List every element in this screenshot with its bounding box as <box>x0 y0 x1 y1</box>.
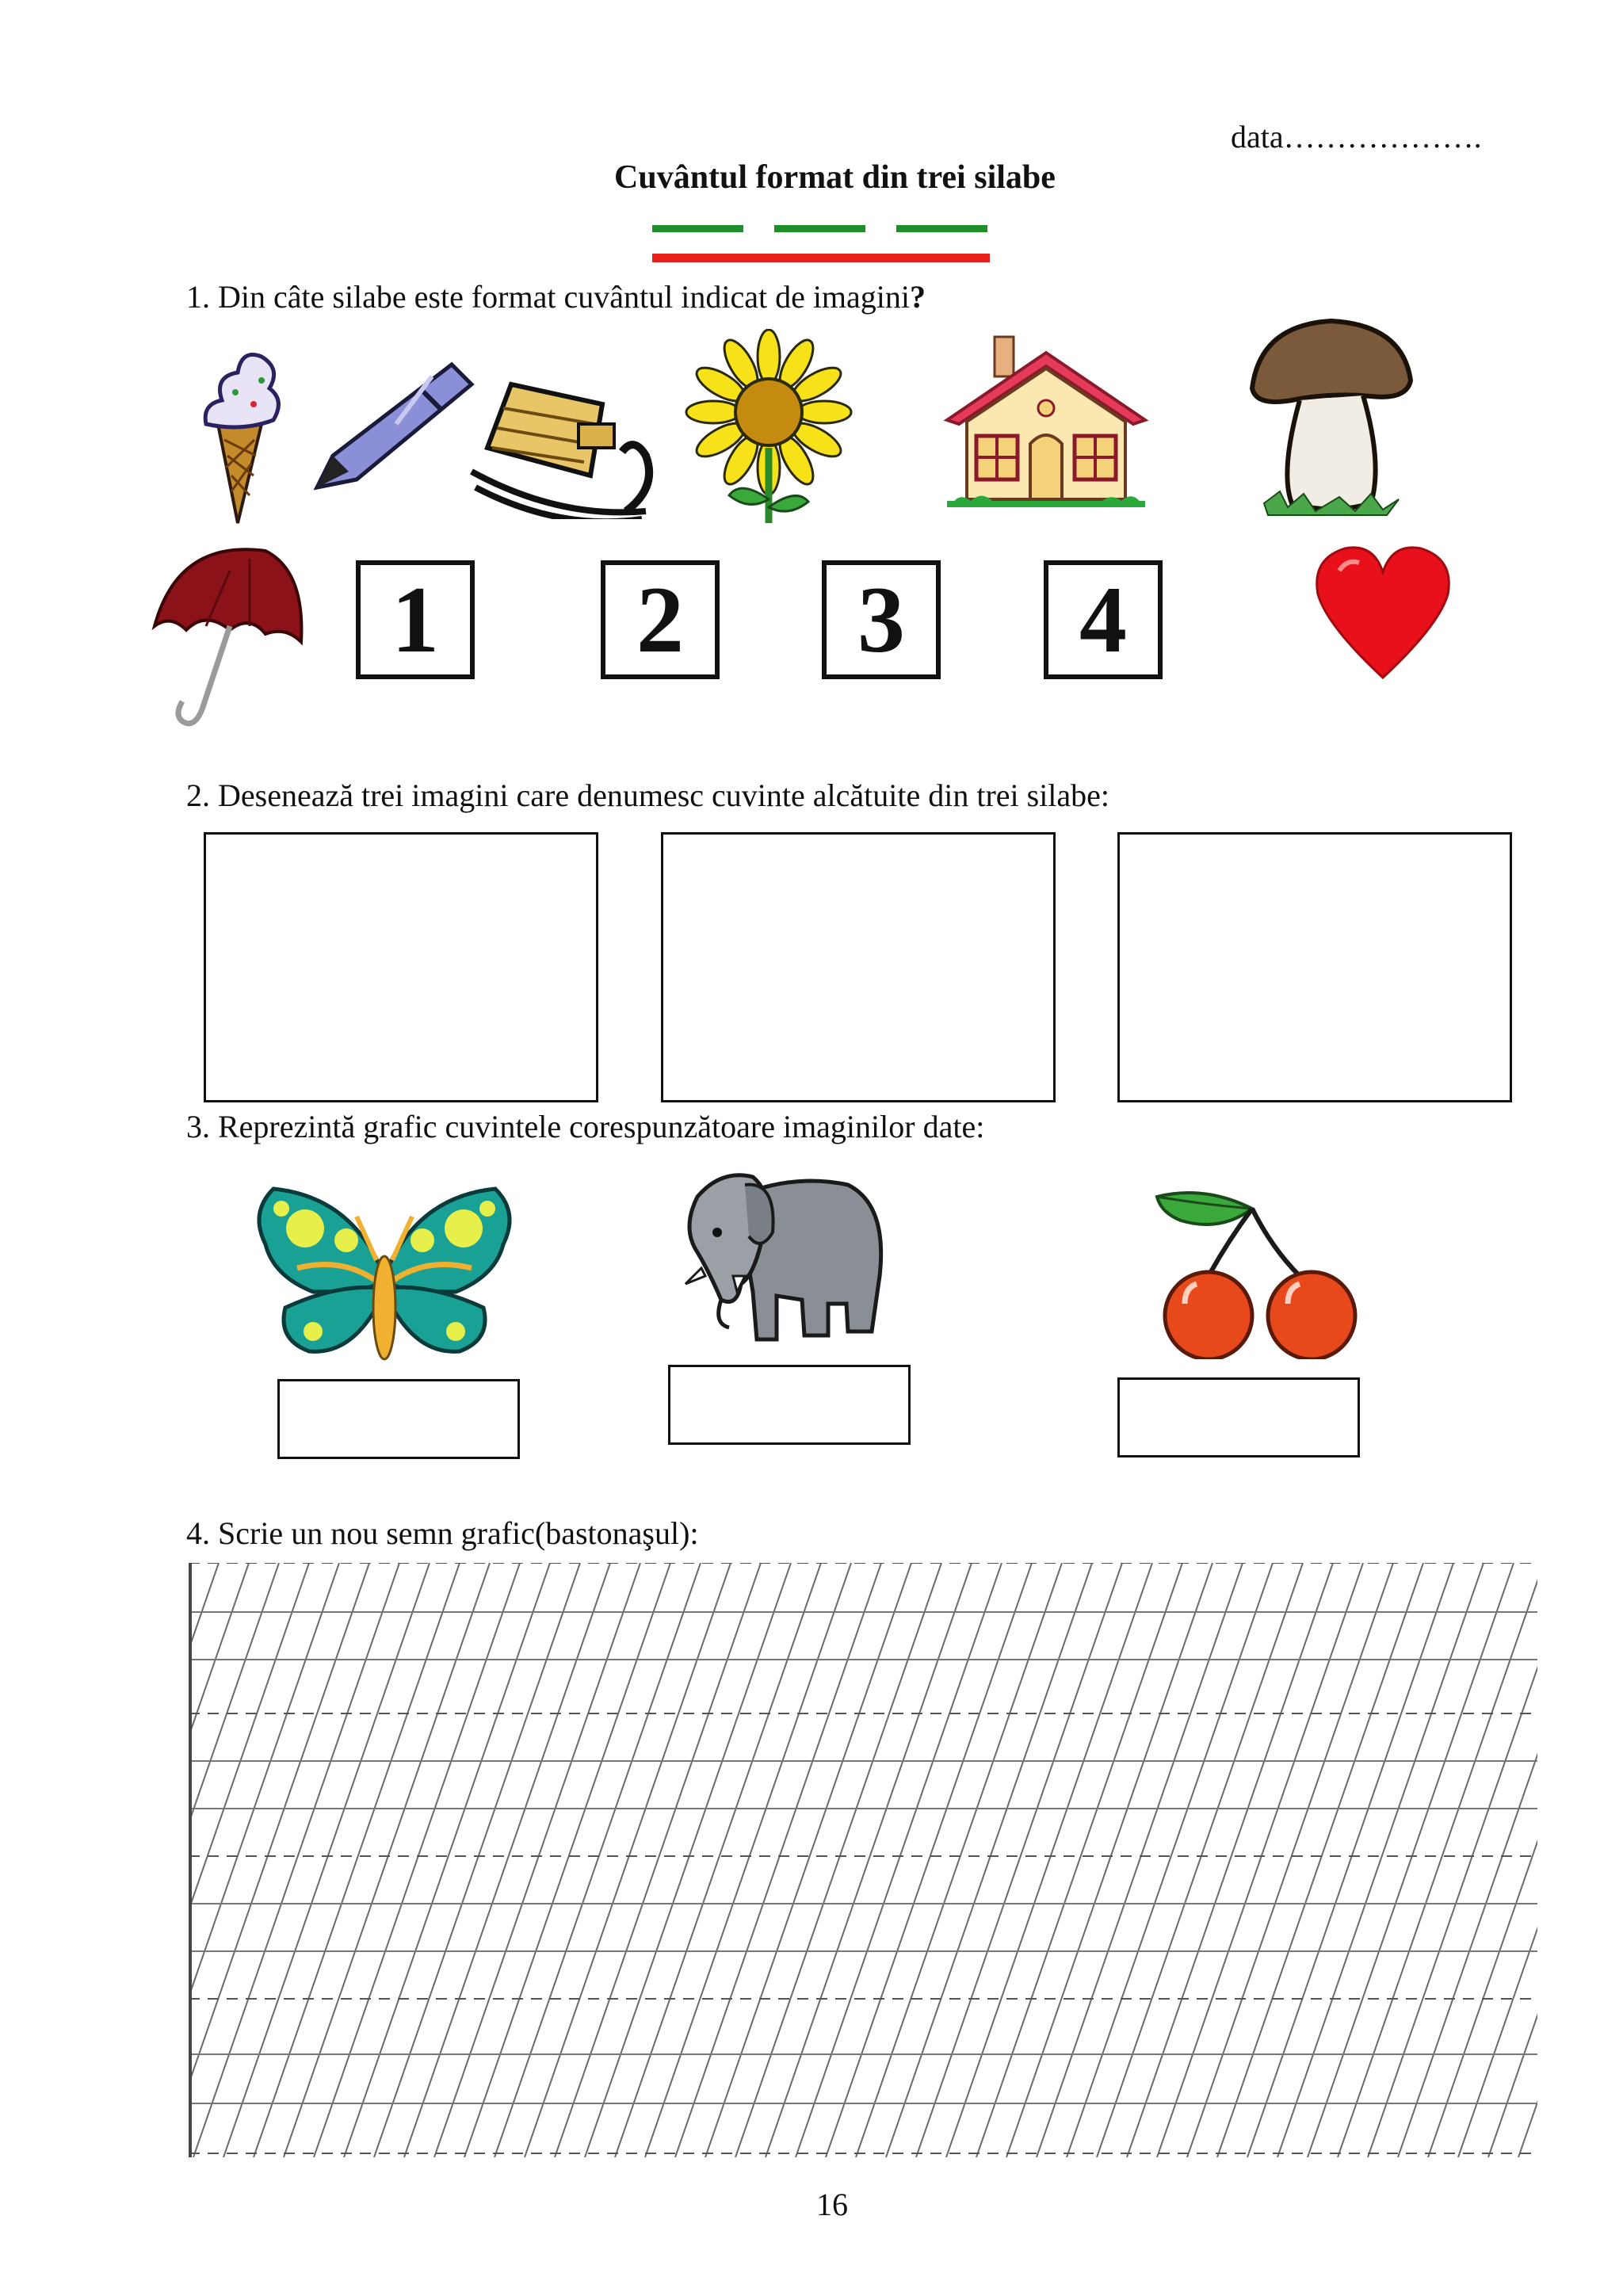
slant-line <box>434 1563 640 2157</box>
slant-line <box>193 1563 399 2157</box>
slant-line <box>284 1563 490 2157</box>
slant-line <box>525 1563 731 2157</box>
slant-line <box>374 1563 580 2157</box>
slant-line <box>585 1563 791 2157</box>
slant-line <box>1518 1563 1537 2157</box>
heart-icon <box>1312 539 1454 682</box>
pen-icon <box>301 353 483 503</box>
sunflower-icon <box>678 329 868 527</box>
number-box-4[interactable]: 4 <box>1044 560 1163 679</box>
number-box-1[interactable]: 1 <box>356 560 475 679</box>
slant-line <box>189 1563 279 2157</box>
slant-line <box>404 1563 610 2157</box>
butterfly-icon <box>250 1181 519 1371</box>
slant-line <box>1398 1563 1537 2157</box>
slant-line <box>464 1563 670 2157</box>
slant-line <box>189 1563 249 2157</box>
exercise-1-prompt: 1. Din câte silabe este format cuvântul indicat de imagini? <box>186 279 926 315</box>
answer-box-cherries[interactable] <box>1117 1377 1360 1457</box>
mushroom-icon <box>1244 313 1419 519</box>
house-icon <box>943 333 1149 511</box>
slant-line <box>1308 1563 1514 2157</box>
slant-guides <box>189 1563 1537 2157</box>
answer-box-elephant[interactable] <box>668 1365 911 1445</box>
slant-line <box>1217 1563 1423 2157</box>
number-box-3[interactable]: 3 <box>822 560 941 679</box>
answer-box-butterfly[interactable] <box>277 1379 520 1459</box>
syllable-dash-2 <box>774 225 865 232</box>
slant-line <box>495 1563 701 2157</box>
slant-line <box>254 1563 460 2157</box>
umbrella-icon <box>147 539 313 737</box>
slant-line <box>796 1563 1002 2157</box>
slant-line <box>555 1563 761 2157</box>
slant-line <box>916 1563 1122 2157</box>
slant-line <box>615 1563 821 2157</box>
slant-line <box>1097 1563 1303 2157</box>
slant-line <box>189 1563 219 2157</box>
sled-icon <box>464 361 654 519</box>
slant-line <box>189 1563 339 2157</box>
cherries-icon <box>1141 1185 1379 1359</box>
handwriting-grid[interactable] <box>189 1563 1537 2157</box>
slant-line <box>1338 1563 1537 2157</box>
slant-line <box>886 1563 1092 2157</box>
slant-line <box>856 1563 1062 2157</box>
word-underline <box>652 254 990 262</box>
slant-line <box>766 1563 972 2157</box>
syllable-scheme <box>650 222 991 266</box>
date-label: data………………. <box>1231 119 1482 155</box>
slant-line <box>976 1563 1182 2157</box>
slant-line <box>1187 1563 1393 2157</box>
exercise-3-prompt: 3. Reprezintă grafic cuvintele corespunzătoare imaginilor date: <box>186 1109 985 1144</box>
slant-line <box>344 1563 550 2157</box>
exercise-4-prompt: 4. Scrie un nou semn grafic(bastonaşul): <box>186 1515 699 1551</box>
drawing-box-2[interactable] <box>661 832 1056 1102</box>
slant-line <box>675 1563 881 2157</box>
slant-line <box>1037 1563 1243 2157</box>
page-title: Cuvântul format din trei silabe <box>614 159 1056 196</box>
exercise-2-prompt: 2. Desenează trei imagini care denumesc cuvinte alcătuite din trei silabe: <box>186 777 1110 813</box>
slant-line <box>645 1563 851 2157</box>
slant-line <box>735 1563 941 2157</box>
slant-line <box>1277 1563 1484 2157</box>
syllable-dash-1 <box>652 225 743 232</box>
slant-line <box>946 1563 1152 2157</box>
slant-line <box>223 1563 430 2157</box>
elephant-icon <box>666 1165 896 1355</box>
slant-line <box>1067 1563 1273 2157</box>
syllable-dash-3 <box>896 225 987 232</box>
slant-line <box>1157 1563 1363 2157</box>
slant-line <box>314 1563 520 2157</box>
drawing-box-3[interactable] <box>1117 832 1512 1102</box>
slant-line <box>705 1563 911 2157</box>
number-box-2[interactable]: 2 <box>601 560 720 679</box>
ice-cream-icon <box>186 337 289 527</box>
drawing-box-1[interactable] <box>204 832 598 1102</box>
slant-line <box>1127 1563 1333 2157</box>
slant-line <box>1247 1563 1453 2157</box>
slant-line <box>826 1563 1032 2157</box>
page-number: 16 <box>816 2187 848 2222</box>
slant-line <box>1006 1563 1212 2157</box>
